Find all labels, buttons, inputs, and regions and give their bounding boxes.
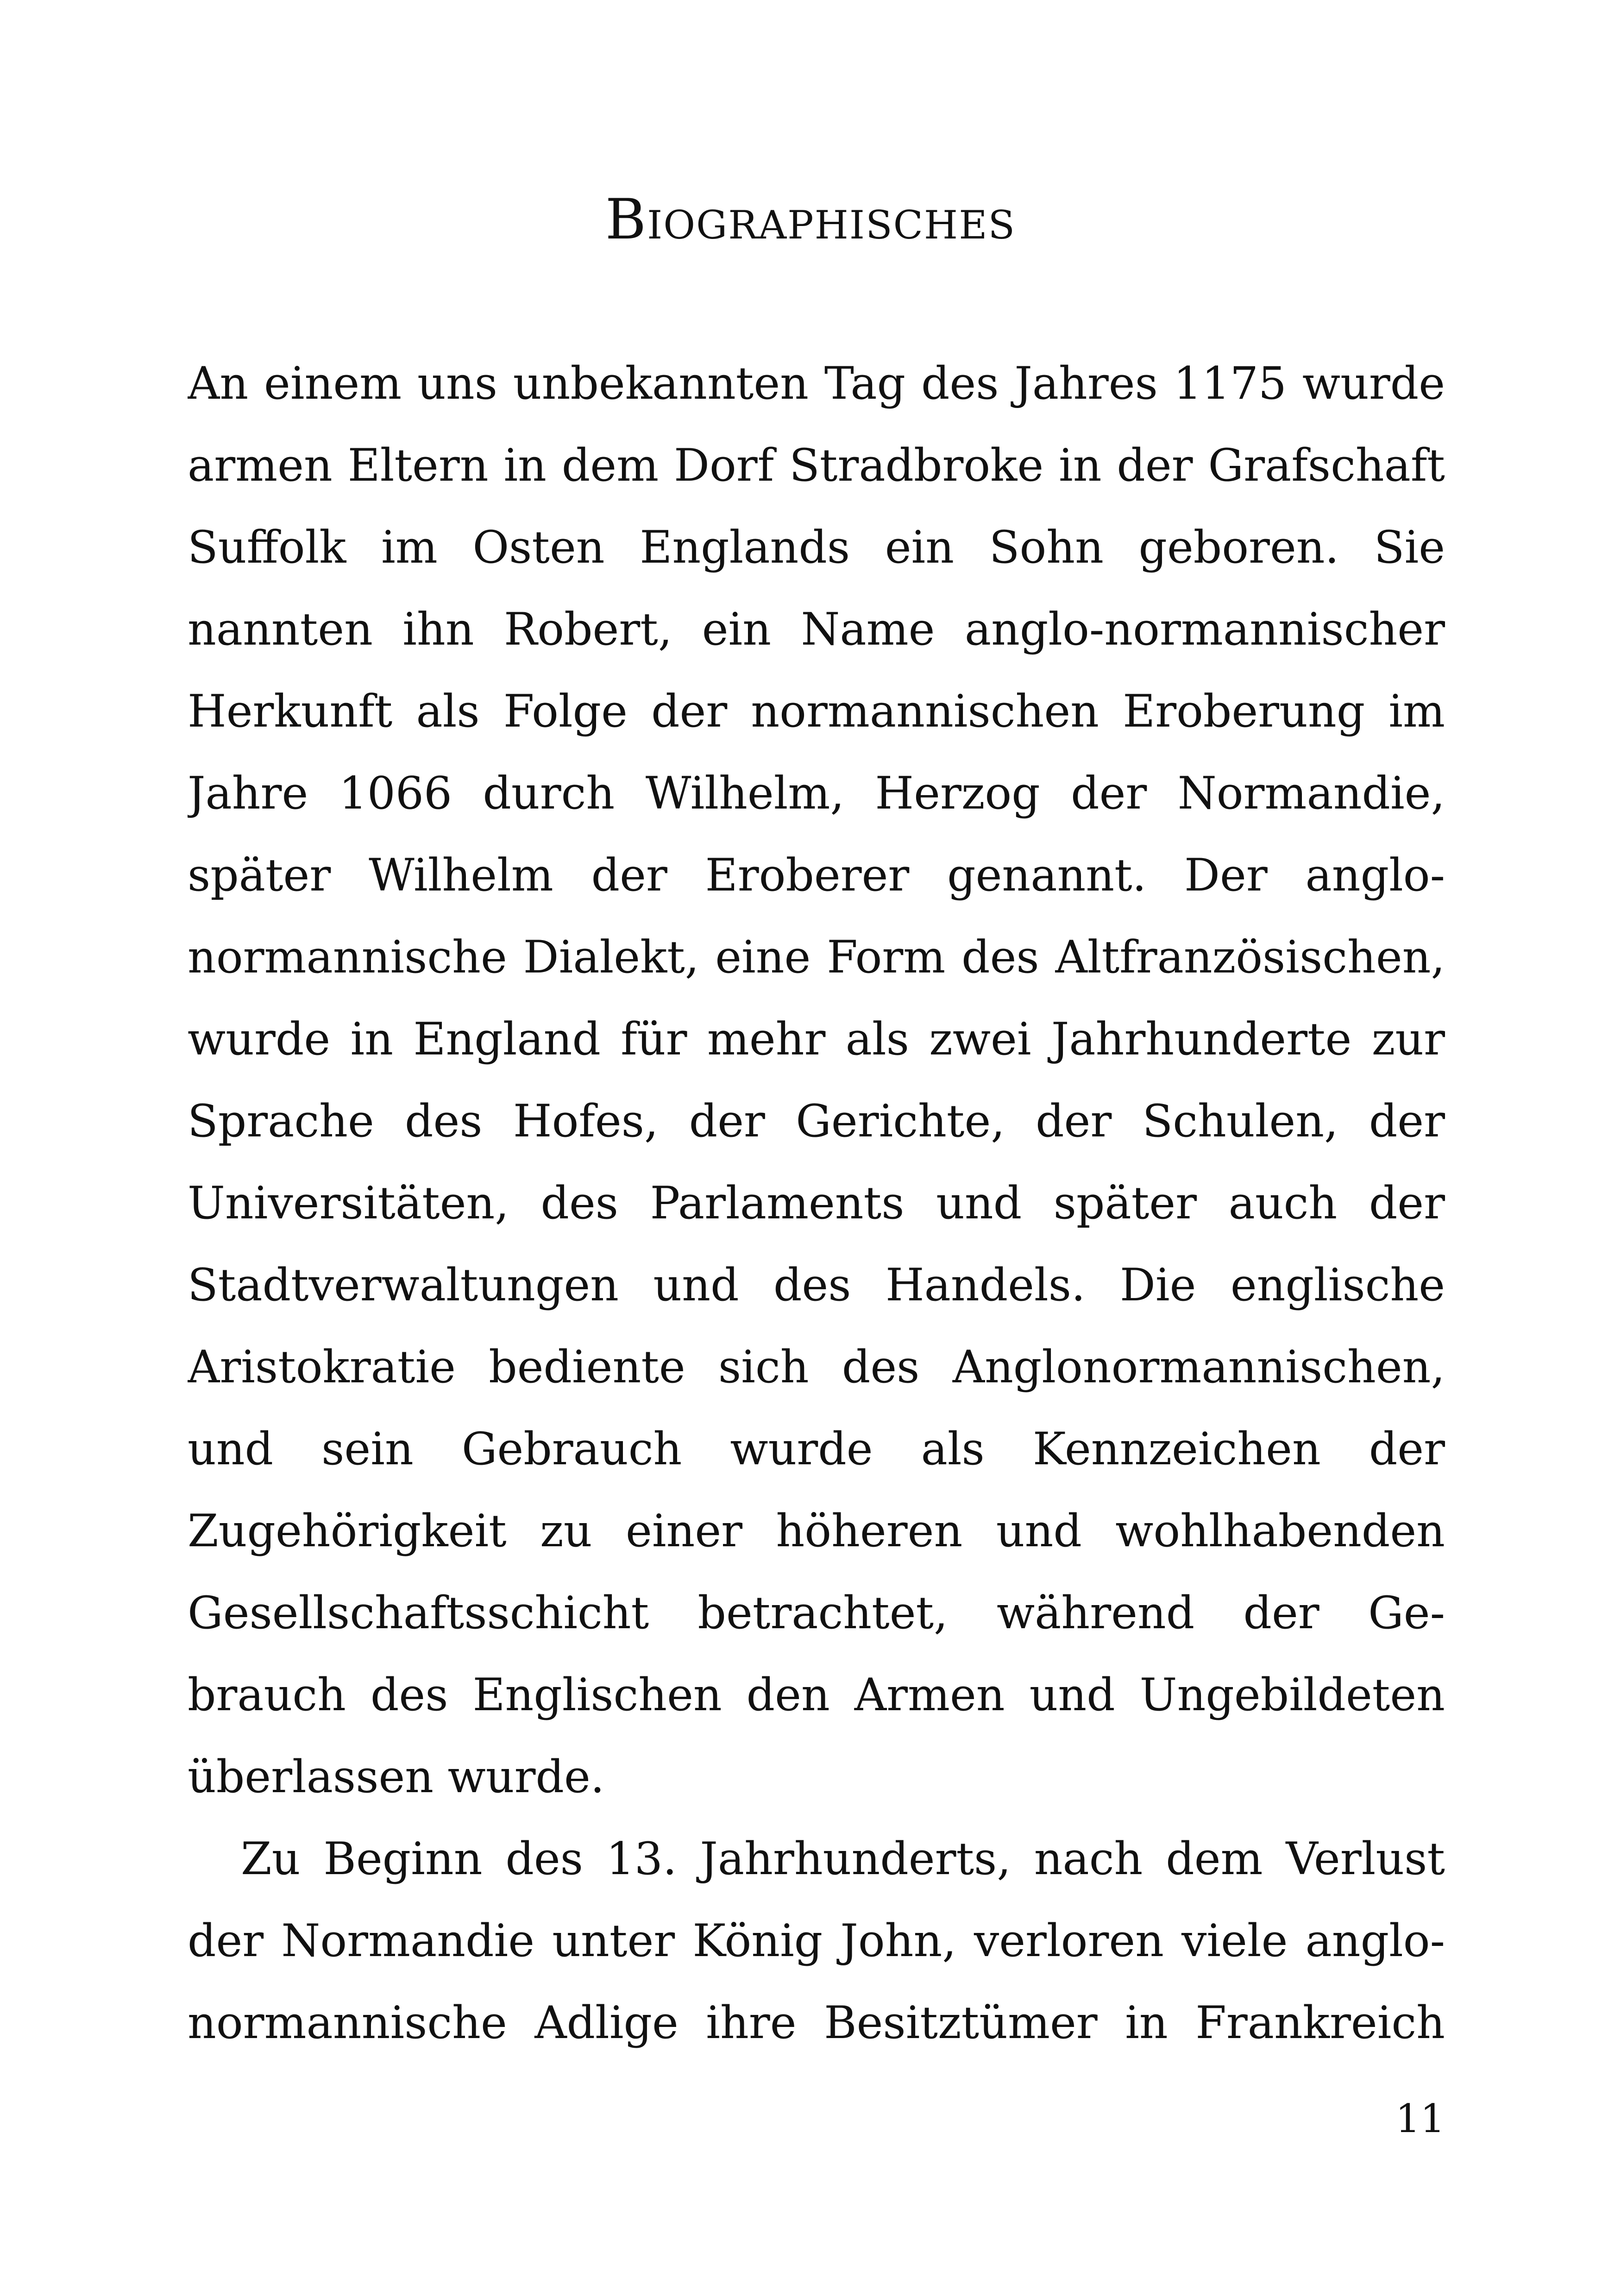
text-line: Universitäten, des Parlaments und später auch der (188, 1177, 1445, 1229)
text-line: Suffolk im Osten Englands ein Sohn geboren. Sie (188, 521, 1445, 573)
text-line: Aristokratie bediente sich des Anglonormannischen, (188, 1341, 1445, 1393)
text-line: armen Eltern in dem Dorf Stradbroke in der Grafschaft (188, 439, 1445, 491)
text-line: brauch des Englischen den Armen und Ungebildeten (188, 1669, 1445, 1721)
text-line: An einem uns unbekannten Tag des Jahres 1175 wurde (188, 358, 1445, 409)
text-line: überlassen wurde. (188, 1751, 605, 1803)
text-line: Jahre 1066 durch Wilhelm, Herzog der Normandie, (188, 767, 1445, 819)
text-line: Zu Beginn des 13. Jahrhunderts, nach dem Verlust (241, 1833, 1445, 1885)
text-line: Herkunft als Folge der normannischen Eroberung im (188, 685, 1445, 737)
text-line: Zugehörigkeit zu einer höheren und wohlhabenden (188, 1505, 1445, 1557)
text-line: Sprache des Hofes, der Gerichte, der Schulen, der (188, 1095, 1445, 1147)
body-text (188, 343, 1445, 2064)
text-line: Stadtverwaltungen und des Handels. Die englische (188, 1259, 1445, 1311)
text-line: der Normandie unter König John, verloren viele anglo- (188, 1915, 1445, 1967)
chapter-heading: Biographisches (605, 188, 1016, 252)
text-line: und sein Gebrauch wurde als Kennzeichen der (188, 1423, 1445, 1475)
text-line: wurde in England für mehr als zwei Jahrhunderte zur (188, 1013, 1445, 1065)
text-line: später Wilhelm der Eroberer genannt. Der anglo- (188, 849, 1445, 901)
page-number: 11 (1395, 2096, 1445, 2141)
text-line: nannten ihn Robert, ein Name anglo-normannischer (188, 603, 1445, 655)
text-line: normannische Dialekt, eine Form des Altfranzösischen, (188, 931, 1445, 983)
text-line: Gesellschaftsschicht betrachtet, während der Ge- (188, 1587, 1445, 1639)
text-line: normannische Adlige ihre Besitztümer in Frankreich (188, 1997, 1445, 2049)
